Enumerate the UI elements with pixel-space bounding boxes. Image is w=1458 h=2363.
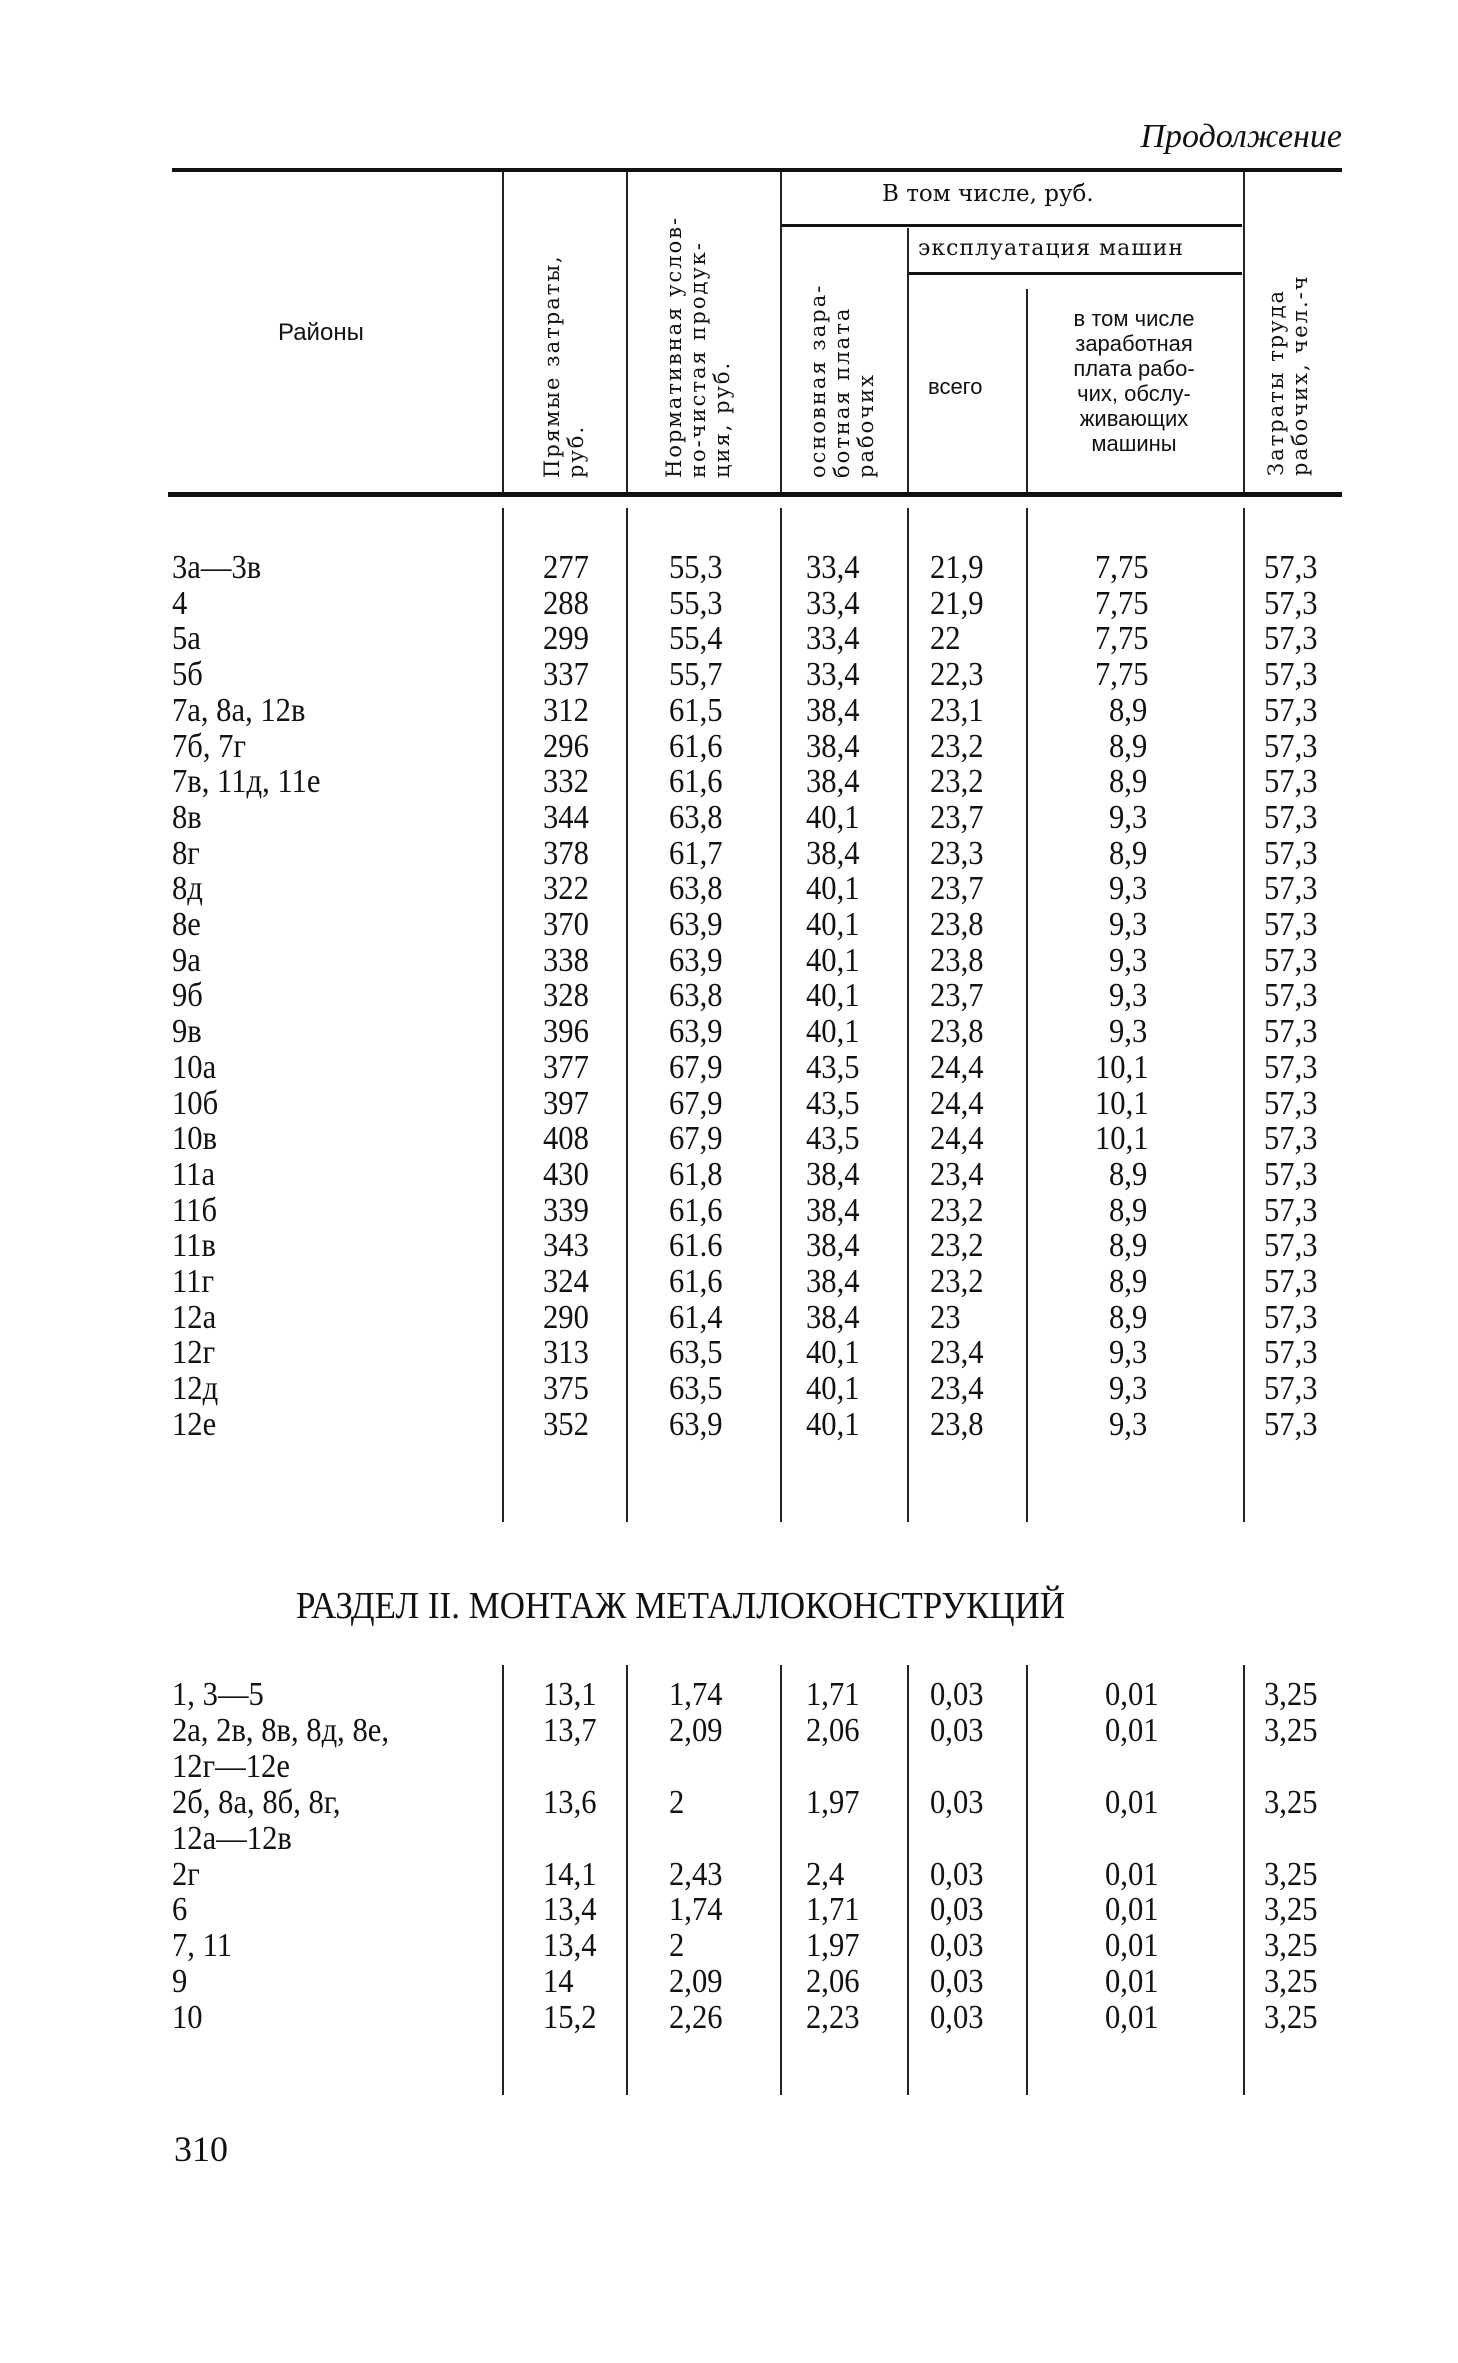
value-cell: 312 [543, 691, 589, 729]
value-cell: 57,3 [1264, 977, 1318, 1015]
value-cell: 23,8 [930, 941, 984, 979]
header-including: В том числе, руб. [882, 181, 1094, 207]
value-cell: 2,4 [806, 1855, 845, 1893]
region-cell: 6 [172, 1891, 188, 1929]
column-divider [502, 172, 504, 492]
value-cell: 22 [930, 620, 961, 658]
value-cell: 57,3 [1264, 834, 1318, 872]
value-cell: 33,4 [806, 620, 860, 658]
value-cell: 3,25 [1264, 1927, 1318, 1965]
value-cell: 290 [543, 1298, 589, 1336]
value-cell: 38,4 [806, 1155, 860, 1193]
value-cell: 377 [543, 1048, 589, 1086]
value-cell: 0,03 [930, 1711, 984, 1749]
value-cell: 8,9 [1109, 1191, 1148, 1229]
column-divider [502, 1665, 504, 2095]
value-cell: 1,97 [806, 1927, 860, 1965]
value-cell: 9,3 [1109, 1013, 1148, 1051]
value-cell: 33,4 [806, 549, 860, 586]
column-divider [1243, 508, 1245, 1522]
value-cell: 57,3 [1264, 906, 1318, 943]
value-cell: 23,1 [930, 691, 984, 729]
value-cell: 0,03 [930, 1963, 984, 2001]
value-cell: 61,6 [669, 763, 723, 801]
value-cell: 23 [930, 1298, 961, 1336]
value-cell: 57,3 [1264, 1084, 1318, 1122]
region-cell: 10 [172, 1999, 203, 2037]
value-cell: 277 [543, 549, 589, 586]
value-cell: 13,1 [543, 1676, 597, 1713]
header-including-wage: в том числе заработная плата рабо- чих, обслу- живающих машины [1073, 306, 1195, 456]
value-cell: 57,3 [1264, 798, 1318, 836]
value-cell: 57,3 [1264, 1227, 1318, 1265]
value-cell: 24,4 [930, 1120, 984, 1158]
region-cell: 9а [172, 941, 201, 979]
value-cell: 339 [543, 1191, 589, 1229]
value-cell: 43,5 [806, 1084, 860, 1122]
value-cell: 57,3 [1264, 656, 1318, 694]
value-cell: 61,4 [669, 1298, 723, 1336]
value-cell: 288 [543, 584, 589, 622]
value-cell: 38,4 [806, 1227, 860, 1265]
region-cell: 11а [172, 1155, 216, 1193]
value-cell: 23,4 [930, 1370, 984, 1408]
value-cell: 2,06 [806, 1963, 860, 2001]
value-cell: 324 [543, 1263, 589, 1300]
value-cell: 1,71 [806, 1891, 860, 1929]
value-cell: 0,03 [930, 1999, 984, 2037]
value-cell: 299 [543, 620, 589, 658]
value-cell: 23,2 [930, 1227, 984, 1265]
section2-title: РАЗДЕЛ II. МОНТАЖ МЕТАЛЛОКОНСТРУКЦИЙ [296, 1585, 1066, 1627]
value-cell: 0,01 [1105, 1891, 1159, 1929]
value-cell: 313 [543, 1334, 589, 1372]
column-divider [907, 1665, 909, 2095]
value-cell: 15,2 [543, 1999, 597, 2037]
value-cell: 63,9 [669, 941, 723, 979]
value-cell: 396 [543, 1013, 589, 1051]
value-cell: 38,4 [806, 1263, 860, 1300]
value-cell: 328 [543, 977, 589, 1015]
column-divider [780, 172, 782, 492]
value-cell: 57,3 [1264, 1405, 1318, 1443]
value-cell: 57,3 [1264, 691, 1318, 729]
value-cell: 40,1 [806, 798, 860, 836]
value-cell: 13,6 [543, 1783, 597, 1821]
table-top-rule [172, 168, 1342, 172]
region-cell: 11г [172, 1263, 215, 1300]
region-cell: 10а [172, 1048, 217, 1086]
value-cell: 2 [669, 1927, 685, 1965]
region-cell: 9 [172, 1963, 188, 2001]
value-cell: 9,3 [1109, 1405, 1148, 1443]
value-cell: 61,8 [669, 1155, 723, 1193]
value-cell: 23,2 [930, 1263, 984, 1300]
region-cell: 8в [172, 798, 202, 836]
value-cell: 343 [543, 1227, 589, 1265]
column-divider [780, 508, 782, 1522]
value-cell: 61,6 [669, 1191, 723, 1229]
value-cell: 338 [543, 941, 589, 979]
value-cell: 55,7 [669, 656, 723, 694]
value-cell: 408 [543, 1120, 589, 1158]
value-cell: 344 [543, 798, 589, 836]
value-cell: 61.6 [669, 1227, 723, 1265]
region-cell: 8д [172, 870, 203, 908]
value-cell: 10,1 [1095, 1120, 1149, 1158]
value-cell: 2,26 [669, 1999, 723, 2037]
value-cell: 0,03 [930, 1855, 984, 1893]
value-cell: 55,3 [669, 549, 723, 586]
value-cell: 33,4 [806, 584, 860, 622]
value-cell: 40,1 [806, 1405, 860, 1443]
region-cell: 12г [172, 1334, 216, 1372]
value-cell: 0,01 [1105, 1711, 1159, 1749]
region-cell: 12г—12е [172, 1747, 290, 1785]
column-divider [907, 508, 909, 1522]
value-cell: 3,25 [1264, 1855, 1318, 1893]
value-cell: 57,3 [1264, 727, 1318, 765]
value-cell: 63,8 [669, 798, 723, 836]
value-cell: 7,75 [1095, 549, 1149, 586]
value-cell: 38,4 [806, 1298, 860, 1336]
column-divider [626, 1665, 628, 2095]
value-cell: 21,9 [930, 549, 984, 586]
value-cell: 40,1 [806, 906, 860, 943]
region-cell: 12а—12в [172, 1819, 292, 1857]
value-cell: 1,71 [806, 1676, 860, 1713]
value-cell: 63,5 [669, 1334, 723, 1372]
value-cell: 38,4 [806, 1191, 860, 1229]
value-cell: 370 [543, 906, 589, 943]
value-cell: 67,9 [669, 1048, 723, 1086]
header-direct-costs: Прямые затраты, руб. [540, 254, 588, 478]
value-cell: 61,6 [669, 727, 723, 765]
value-cell: 2,09 [669, 1963, 723, 2001]
value-cell: 0,03 [930, 1783, 984, 1821]
value-cell: 57,3 [1264, 1048, 1318, 1086]
value-cell: 2 [669, 1783, 685, 1821]
value-cell: 57,3 [1264, 763, 1318, 801]
value-cell: 8,9 [1109, 727, 1148, 765]
value-cell: 9,3 [1109, 906, 1148, 943]
region-cell: 9б [172, 977, 203, 1015]
region-cell: 8г [172, 834, 200, 872]
value-cell: 3,25 [1264, 1711, 1318, 1749]
value-cell: 352 [543, 1405, 589, 1443]
region-cell: 2б, 8а, 8б, 8г, [172, 1783, 341, 1821]
value-cell: 9,3 [1109, 941, 1148, 979]
value-cell: 3,25 [1264, 1783, 1318, 1821]
region-cell: 7, 11 [172, 1927, 233, 1965]
value-cell: 63,5 [669, 1370, 723, 1408]
value-cell: 0,01 [1105, 1999, 1159, 2037]
value-cell: 9,3 [1109, 977, 1148, 1015]
region-cell: 7б, 7г [172, 727, 247, 765]
continuation-label: Продолжение [1140, 118, 1342, 155]
value-cell: 8,9 [1109, 834, 1148, 872]
value-cell: 0,01 [1105, 1855, 1159, 1893]
region-cell: 2г [172, 1855, 200, 1893]
page-number: 310 [174, 2129, 228, 2169]
value-cell: 43,5 [806, 1048, 860, 1086]
value-cell: 0,01 [1105, 1783, 1159, 1821]
value-cell: 40,1 [806, 1013, 860, 1051]
value-cell: 1,74 [669, 1891, 723, 1929]
header-machine-operation: эксплуатация машин [918, 236, 1185, 261]
column-divider [626, 508, 628, 1522]
value-cell: 3,25 [1264, 1999, 1318, 2037]
value-cell: 8,9 [1109, 691, 1148, 729]
value-cell: 3,25 [1264, 1963, 1318, 2001]
value-cell: 13,4 [543, 1927, 597, 1965]
value-cell: 63,8 [669, 977, 723, 1015]
region-cell: 7а, 8а, 12в [172, 691, 306, 729]
value-cell: 61,6 [669, 1263, 723, 1300]
value-cell: 14,1 [543, 1855, 597, 1893]
value-cell: 9,3 [1109, 798, 1148, 836]
value-cell: 43,5 [806, 1120, 860, 1158]
value-cell: 57,3 [1264, 941, 1318, 979]
column-divider [626, 172, 628, 492]
region-cell: 11б [172, 1191, 218, 1229]
value-cell: 8,9 [1109, 1298, 1148, 1336]
value-cell: 40,1 [806, 941, 860, 979]
value-cell: 8,9 [1109, 763, 1148, 801]
value-cell: 40,1 [806, 977, 860, 1015]
region-cell: 7в, 11д, 11е [172, 763, 321, 801]
value-cell: 397 [543, 1084, 589, 1122]
value-cell: 57,3 [1264, 1191, 1318, 1229]
value-cell: 378 [543, 834, 589, 872]
value-cell: 40,1 [806, 1334, 860, 1372]
region-cell: 2а, 2в, 8в, 8д, 8е, [172, 1711, 389, 1749]
value-cell: 61,7 [669, 834, 723, 872]
value-cell: 23,8 [930, 906, 984, 943]
value-cell: 332 [543, 763, 589, 801]
value-cell: 40,1 [806, 1370, 860, 1408]
value-cell: 8,9 [1109, 1227, 1148, 1265]
value-cell: 23,2 [930, 727, 984, 765]
value-cell: 2,23 [806, 1999, 860, 2037]
header-bottom-rule [168, 492, 1342, 497]
value-cell: 61,5 [669, 691, 723, 729]
value-cell: 7,75 [1095, 584, 1149, 622]
column-divider [907, 228, 909, 492]
region-cell: 4 [172, 584, 188, 622]
value-cell: 10,1 [1095, 1048, 1149, 1086]
value-cell: 67,9 [669, 1120, 723, 1158]
value-cell: 430 [543, 1155, 589, 1193]
column-divider [1243, 172, 1245, 492]
value-cell: 57,3 [1264, 549, 1318, 586]
value-cell: 38,4 [806, 691, 860, 729]
column-divider [1026, 508, 1028, 1522]
value-cell: 23,2 [930, 763, 984, 801]
value-cell: 0,03 [930, 1927, 984, 1965]
value-cell: 23,4 [930, 1155, 984, 1193]
value-cell: 23,8 [930, 1013, 984, 1051]
value-cell: 38,4 [806, 763, 860, 801]
value-cell: 63,9 [669, 906, 723, 943]
value-cell: 57,3 [1264, 1013, 1318, 1051]
value-cell: 23,7 [930, 870, 984, 908]
value-cell: 23,3 [930, 834, 984, 872]
header-regions: Районы [278, 319, 364, 346]
header-labor: Затраты труда рабочих, чел.-ч [1264, 274, 1312, 476]
value-cell: 2,06 [806, 1711, 860, 1749]
column-divider [780, 1665, 782, 2095]
value-cell: 0,03 [930, 1891, 984, 1929]
value-cell: 13,4 [543, 1891, 597, 1929]
value-cell: 8,9 [1109, 1263, 1148, 1300]
value-cell: 375 [543, 1370, 589, 1408]
column-divider [1026, 1665, 1028, 2095]
region-cell: 5а [172, 620, 201, 658]
value-cell: 0,03 [930, 1676, 984, 1713]
region-cell: 12а [172, 1298, 217, 1336]
value-cell: 67,9 [669, 1084, 723, 1122]
value-cell: 9,3 [1109, 1334, 1148, 1372]
value-cell: 22,3 [930, 656, 984, 694]
value-cell: 7,75 [1095, 656, 1149, 694]
region-cell: 10б [172, 1084, 219, 1122]
including-rule [782, 224, 1242, 227]
value-cell: 63,9 [669, 1013, 723, 1051]
value-cell: 57,3 [1264, 620, 1318, 658]
value-cell: 33,4 [806, 656, 860, 694]
header-normative-product: Нормативная услов- но-чистая продук- ция, руб. [662, 215, 734, 478]
value-cell: 8,9 [1109, 1155, 1148, 1193]
region-cell: 1, 3—5 [172, 1676, 264, 1713]
region-cell: 12е [172, 1405, 217, 1443]
value-cell: 3,25 [1264, 1676, 1318, 1713]
value-cell: 2,09 [669, 1711, 723, 1749]
value-cell: 24,4 [930, 1084, 984, 1122]
value-cell: 38,4 [806, 727, 860, 765]
region-cell: 10в [172, 1120, 218, 1158]
value-cell: 57,3 [1264, 1155, 1318, 1193]
region-cell: 12д [172, 1370, 219, 1408]
value-cell: 57,3 [1264, 1120, 1318, 1158]
region-cell: 5б [172, 656, 203, 694]
value-cell: 40,1 [806, 870, 860, 908]
value-cell: 55,3 [669, 584, 723, 622]
value-cell: 23,7 [930, 977, 984, 1015]
value-cell: 63,8 [669, 870, 723, 908]
value-cell: 63,9 [669, 1405, 723, 1443]
value-cell: 23,2 [930, 1191, 984, 1229]
value-cell: 1,74 [669, 1676, 723, 1713]
value-cell: 14 [543, 1963, 574, 2001]
value-cell: 10,1 [1095, 1084, 1149, 1122]
column-divider [502, 508, 504, 1522]
value-cell: 296 [543, 727, 589, 765]
value-cell: 38,4 [806, 834, 860, 872]
value-cell: 24,4 [930, 1048, 984, 1086]
value-cell: 57,3 [1264, 870, 1318, 908]
value-cell: 7,75 [1095, 620, 1149, 658]
value-cell: 322 [543, 870, 589, 908]
value-cell: 337 [543, 656, 589, 694]
value-cell: 23,8 [930, 1405, 984, 1443]
value-cell: 3,25 [1264, 1891, 1318, 1929]
value-cell: 57,3 [1264, 1370, 1318, 1408]
column-divider [1243, 1665, 1245, 2095]
column-divider [1026, 289, 1028, 492]
header-total: всего [928, 374, 983, 399]
value-cell: 55,4 [669, 620, 723, 658]
region-cell: 9в [172, 1013, 202, 1051]
value-cell: 13,7 [543, 1711, 597, 1749]
value-cell: 57,3 [1264, 1263, 1318, 1300]
machine-rule [908, 272, 1242, 275]
value-cell: 1,97 [806, 1783, 860, 1821]
value-cell: 0,01 [1105, 1676, 1159, 1713]
value-cell: 2,43 [669, 1855, 723, 1893]
value-cell: 9,3 [1109, 1370, 1148, 1408]
value-cell: 57,3 [1264, 1298, 1318, 1336]
region-cell: 8е [172, 906, 201, 943]
value-cell: 0,01 [1105, 1927, 1159, 1965]
value-cell: 0,01 [1105, 1963, 1159, 2001]
region-cell: 11в [172, 1227, 216, 1265]
header-base-wage: основная зара- ботная плата рабочих [806, 283, 878, 478]
value-cell: 9,3 [1109, 870, 1148, 908]
value-cell: 23,4 [930, 1334, 984, 1372]
value-cell: 23,7 [930, 798, 984, 836]
value-cell: 21,9 [930, 584, 984, 622]
region-cell: 3а—3в [172, 549, 262, 586]
value-cell: 57,3 [1264, 584, 1318, 622]
value-cell: 57,3 [1264, 1334, 1318, 1372]
